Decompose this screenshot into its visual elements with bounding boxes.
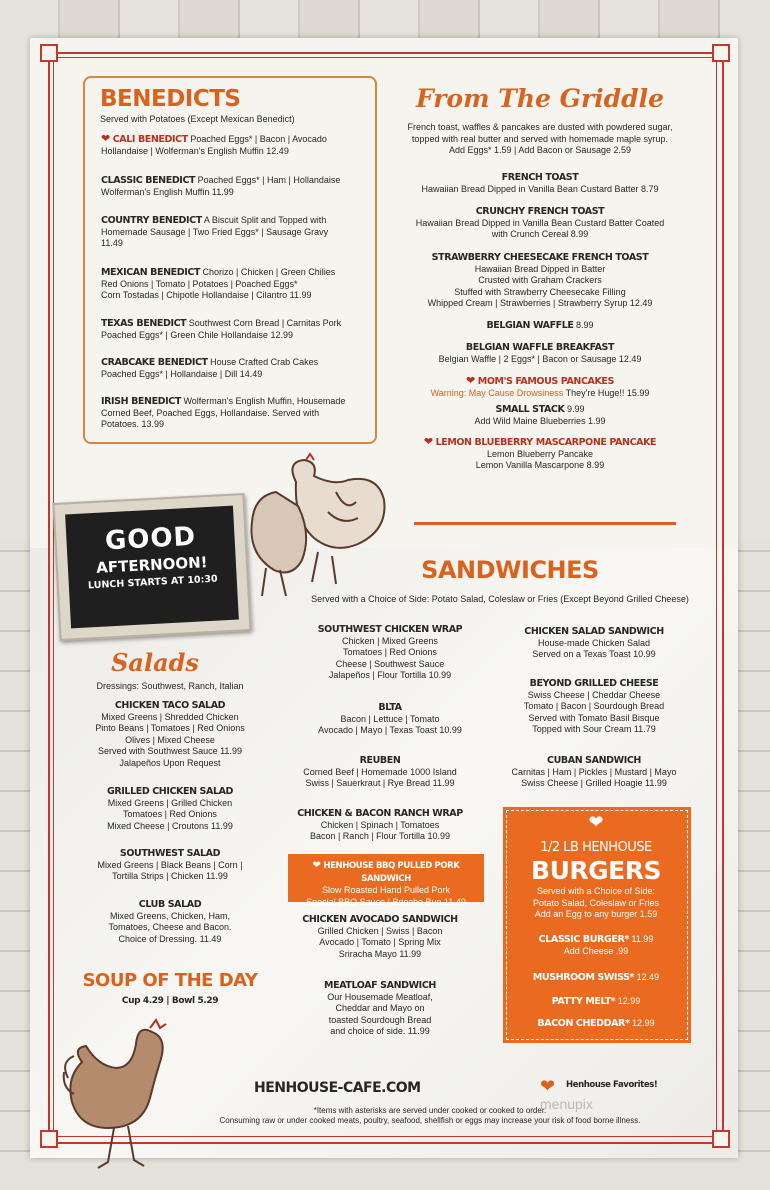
chicken-favorite-icon: ❤ <box>423 436 434 448</box>
border-corner <box>40 44 58 62</box>
item-name: CRUNCHY FRENCH TOAST <box>475 206 605 217</box>
burgers-title: BURGERS <box>531 856 661 885</box>
item-name: CUBAN SANDWICH <box>547 755 641 766</box>
menu-item <box>390 252 690 310</box>
item-desc: Chorizo | Chicken | Green Chilies <box>202 267 336 277</box>
item-name: MOM'S FAMOUS PANCAKES <box>477 376 614 387</box>
menu-item <box>280 914 480 960</box>
item-desc: Poached Eggs* | Green Chile Hollandaise 12.99 <box>101 329 293 340</box>
intro-line: topped with real butter and served with homemade maple syrup. <box>411 133 669 144</box>
item-desc: Served on a Texas Toast 10.99 <box>532 649 656 659</box>
menu-item <box>290 624 490 682</box>
intro-line: Add Eggs* 1.59 | Add Bacon or Sausage 2.59 <box>449 145 631 155</box>
section-divider <box>414 522 676 525</box>
sandwiches-title: SANDWICHES <box>421 556 599 584</box>
chicken-favorite-icon: ❤ <box>312 860 321 871</box>
item-desc: Hawaiian Bread Dipped in Batter <box>474 263 606 274</box>
menu-item <box>288 860 484 908</box>
item-desc: Olives | Mixed Cheese <box>125 734 215 745</box>
sandwiches-subtitle: Served with a Choice of Side: Potato Salad, Coleslaw or Fries (Except Beyond Grilled Cheese) <box>311 594 689 604</box>
item-desc: Southwest Corn Bread | Carnitas Pork <box>188 318 342 328</box>
benedicts-title: BENEDICTS <box>100 86 241 112</box>
item-name: COUNTRY BENEDICT <box>101 215 202 226</box>
menu-item <box>494 678 694 736</box>
item-desc: Hawaiian Bread Dipped in Vanilla Bean Custard Batter Coated <box>415 217 665 228</box>
item-desc: Sriracha Mayo 11.99 <box>338 948 422 959</box>
item-desc: Corned Beef, Poached Eggs, Hollandaise. Served with <box>101 407 320 418</box>
item-desc: Tomatoes, Cheese and Bacon. <box>108 922 232 932</box>
item-desc: Poached Eggs* | Ham | Hollandaise <box>197 175 341 185</box>
item-desc: Add Wild Maine Blueberries 1.99 <box>474 415 606 426</box>
item-desc: Tortilla Strips | Chicken 11.99 <box>112 871 228 881</box>
menu-item <box>390 404 690 427</box>
item-desc: Poached Eggs* | Bacon | Avocado <box>190 134 327 144</box>
item-desc: Add Cheese .99 <box>563 945 629 956</box>
item-desc: Tomatoes | Red Onions <box>123 809 217 819</box>
item-name: TEXAS BENEDICT <box>101 318 187 329</box>
chalkboard-surface <box>65 506 239 629</box>
menu-item <box>390 206 690 241</box>
item-name: CALI BENEDICT <box>112 134 188 145</box>
item-desc: Cheese | Southwest Sauce <box>335 658 445 669</box>
website-link[interactable]: HENHOUSE-CAFE.COM <box>254 1080 421 1096</box>
item-desc: Grilled Chicken | Swiss | Bacon <box>317 925 443 936</box>
item-name: STRAWBERRY CHEESECAKE FRENCH TOAST <box>431 252 649 263</box>
menu-item <box>64 700 276 769</box>
item-desc: Poached Eggs* | Hollandaise | Dill 14.49 <box>101 368 263 379</box>
item-desc: A Biscuit Split and Topped with <box>203 215 327 225</box>
item-name: BACON CHEDDAR* <box>537 1018 630 1029</box>
menu-item <box>101 267 369 302</box>
item-desc: with Crunch Cereal 8.99 <box>491 229 589 239</box>
item-desc: Jalapeños Upon Request <box>119 757 221 768</box>
item-desc: Swiss Cheese | Cheddar Cheese <box>527 689 661 700</box>
item-name: REUBEN <box>359 755 401 766</box>
salads-dressings: Dressings: Southwest, Ranch, Italian <box>96 681 244 691</box>
disclaimer <box>180 1106 680 1126</box>
item-desc: Red Onions | Tomato | Potatoes | Poached Eggs* <box>101 278 298 289</box>
item-desc: Whipped Cream | Strawberries | Strawberry Syrup 12.49 <box>427 298 653 308</box>
item-desc: Served with Southwest Sauce 11.99 <box>98 746 242 756</box>
item-desc: Our Housemade Meatloaf, <box>327 991 433 1002</box>
menu-item <box>280 980 480 1038</box>
burgers-intro <box>506 886 686 921</box>
item-desc: Cheddar and Mayo on <box>335 1003 425 1013</box>
item-name: PATTY MELT* <box>551 996 616 1007</box>
intro-line: French toast, waffles & pancakes are dusted with powdered sugar, <box>407 122 673 132</box>
item-desc: Mixed Cheese | Croutons 11.99 <box>107 820 233 831</box>
item-name: FRENCH TOAST <box>501 172 579 183</box>
favorites-legend: Henhouse Favorites! <box>566 1080 658 1090</box>
item-desc: Special BBQ Sauce | Brioche Bun 11.49 <box>306 896 466 907</box>
menu-item <box>506 972 686 984</box>
item-desc: Corn Tostadas | Chipotle Hollandaise | Cilantro 11.99 <box>101 290 312 300</box>
intro-line: Served with a Choice of Side: <box>536 886 656 896</box>
item-desc: Topped with Sour Cream 11.79 <box>532 724 656 734</box>
item-desc: Swiss Cheese | Grilled Hoagie 11.99 <box>521 778 667 788</box>
favorite-chicken-icon: ❤ <box>540 1076 556 1096</box>
item-desc: Slow Roasted Hand Pulled Pork <box>321 885 451 895</box>
item-warning: Warning: May Cause Drowsiness <box>430 387 564 398</box>
chalk-line: AFTERNOON! <box>95 553 208 577</box>
item-name: BEYOND GRILLED CHEESE <box>529 678 659 689</box>
item-name: GRILLED CHICKEN SALAD <box>106 786 234 797</box>
item-desc: Stuffed with Strawberry Cheesecake Filling <box>454 286 626 297</box>
watermark: menupix <box>540 1096 593 1112</box>
item-price: 12.49 <box>636 972 660 982</box>
menu-item <box>101 318 369 341</box>
chalkboard-sign <box>53 493 252 641</box>
item-desc: toasted Sourdough Bread <box>328 1014 432 1025</box>
item-name: CLASSIC BENEDICT <box>101 175 196 186</box>
menu-item <box>64 786 276 832</box>
menu-item <box>280 755 480 790</box>
menu-item <box>494 755 694 790</box>
menu-item <box>101 134 369 157</box>
item-desc: Swiss | Sauerkraut | Rye Bread 11.99 <box>305 778 455 788</box>
item-desc: Pinto Beans | Tomatoes | Red Onions <box>95 723 245 733</box>
intro-line: Add an Egg to any burger 1.59 <box>534 909 658 919</box>
chalk-line: GOOD <box>104 521 197 557</box>
menu-item <box>390 342 690 365</box>
item-name: SOUTHWEST SALAD <box>119 848 221 859</box>
item-desc: Potatoes. 13.99 <box>101 419 165 429</box>
item-desc: 11.49 <box>101 238 123 248</box>
menu-item <box>290 702 490 737</box>
disclaimer-line: Consuming raw or under cooked meats, poultry, seafood, shellfish or eggs may increase your risk of food borne illness. <box>219 1116 641 1125</box>
menu-item <box>506 1018 686 1030</box>
border-corner <box>712 1130 730 1148</box>
salads-title: Salads <box>111 648 199 677</box>
item-name: CRABCAKE BENEDICT <box>101 357 208 368</box>
item-name: BLTA <box>378 702 402 713</box>
item-desc: Lemon Vanilla Mascarpone 8.99 <box>475 460 605 470</box>
item-name: CHICKEN TACO SALAD <box>114 700 226 711</box>
item-desc: Chicken | Spinach | Tomatoes <box>320 819 440 830</box>
menu-item <box>64 899 276 945</box>
item-desc: Mixed Greens | Black Beans | Corn | <box>97 859 243 870</box>
griddle-title: From The Griddle <box>415 84 665 113</box>
item-desc: Served with Tomato Basil Bisque <box>528 712 660 723</box>
item-desc: Belgian Waffle | 2 Eggs* | Bacon or Sausage 12.49 <box>438 353 642 364</box>
menu-item <box>390 376 690 399</box>
item-price: 11.99 <box>631 934 654 944</box>
chicken-favorite-icon: ❤ <box>101 133 111 145</box>
chicken-icon: ❤ <box>588 812 604 832</box>
menu-item <box>506 996 686 1008</box>
soup-title: SOUP OF THE DAY <box>82 970 258 991</box>
item-desc: Chicken | Mixed Greens <box>342 635 438 646</box>
item-desc: They're Huge!! 15.99 <box>565 387 650 398</box>
item-name: CHICKEN AVOCADO SANDWICH <box>302 914 458 925</box>
burgers-pretitle: 1/2 LB HENHOUSE <box>540 840 652 855</box>
item-desc: Crusted with Graham Crackers <box>478 275 602 285</box>
item-name: HENHOUSE BBQ PULLED PORK SANDWICH <box>323 861 460 884</box>
menu-item <box>101 175 369 198</box>
item-name: SMALL STACK <box>495 404 565 415</box>
item-desc: Corned Beef | Homemade 1000 Island <box>303 766 457 777</box>
menu-item <box>280 808 480 843</box>
menu-item <box>64 848 276 883</box>
item-name: MUSHROOM SWISS* <box>532 972 635 983</box>
item-desc: Homemade Sausage | Two Fried Eggs* | Sausage Gravy <box>101 226 329 237</box>
item-desc: House Crafted Crab Cakes <box>210 357 319 367</box>
item-desc: Avocado | Mayo | Texas Toast 10.99 <box>318 725 462 735</box>
menu-item <box>494 626 694 661</box>
item-name: MEATLOAF SANDWICH <box>324 980 436 991</box>
chalk-line: LUNCH STARTS AT 10:30 <box>87 573 218 592</box>
item-desc: Hawaiian Bread Dipped in Vanilla Bean Custard Batter 8.79 <box>421 183 659 194</box>
item-price: 12.99 <box>617 996 641 1006</box>
item-desc: Avocado | Tomato | Spring Mix <box>319 937 441 947</box>
menu-item <box>101 396 369 431</box>
item-desc: Bacon | Lettuce | Tomato <box>340 713 440 724</box>
item-desc: Wolferman's English Muffin, Housemade <box>183 396 346 406</box>
item-desc: Lemon Blueberry Pancake <box>486 448 594 459</box>
item-name: BELGIAN WAFFLE <box>486 320 574 331</box>
disclaimer-line: *Items with asterisks are served under cooked or cooked to order. <box>313 1106 547 1115</box>
item-desc: Jalapeños | Flour Tortilla 10.99 <box>328 670 452 680</box>
item-desc: Mixed Greens, Chicken, Ham, <box>109 910 231 921</box>
item-desc: Tomato | Bacon | Sourdough Bread <box>523 701 665 711</box>
item-name: CHICKEN & BACON RANCH WRAP <box>297 808 463 819</box>
item-name: CLASSIC BURGER* <box>538 934 629 945</box>
item-price: 8.99 <box>576 320 594 330</box>
border-corner <box>712 44 730 62</box>
item-desc: and choice of side. 11.99 <box>330 1026 430 1036</box>
menu-item <box>506 934 686 957</box>
rooster-illustration <box>58 1018 186 1174</box>
item-desc: Carnitas | Ham | Pickles | Mustard | Mayo <box>511 766 677 777</box>
menu-item <box>390 320 690 332</box>
item-name: CHICKEN SALAD SANDWICH <box>524 626 664 637</box>
item-desc: Mixed Greens | Grilled Chicken <box>107 797 233 808</box>
benedicts-box <box>83 76 377 444</box>
menu-item <box>101 357 369 380</box>
item-desc: Hollandaise | Wolferman's English Muffin 12.49 <box>101 145 289 156</box>
soup-price: Cup 4.29 | Bowl 5.29 <box>121 996 219 1006</box>
item-price: 12.99 <box>632 1018 655 1028</box>
item-name: BELGIAN WAFFLE BREAKFAST <box>465 342 615 353</box>
menu-item <box>390 437 690 472</box>
border-corner <box>40 1130 58 1148</box>
chicken-favorite-icon: ❤ <box>466 375 476 387</box>
item-desc: Choice of Dressing. 11.49 <box>118 933 222 944</box>
item-name: LEMON BLUEBERRY MASCARPONE PANCAKE <box>435 437 657 448</box>
hens-illustration <box>236 452 388 608</box>
intro-line: Potato Salad, Coleslaw or Fries <box>532 897 660 908</box>
item-name: IRISH BENEDICT <box>101 396 181 407</box>
item-desc: Mixed Greens | Shredded Chicken <box>101 711 239 722</box>
item-desc: Bacon | Ranch | Flour Tortilla 10.99 <box>309 831 451 841</box>
item-name: SOUTHWEST CHICKEN WRAP <box>317 624 463 635</box>
item-price: 9.99 <box>566 404 585 414</box>
item-desc: House-made Chicken Salad <box>537 637 651 648</box>
item-desc: Wolferman's English Muffin 11.99 <box>101 186 234 197</box>
griddle-intro <box>390 122 690 157</box>
item-name: CLUB SALAD <box>138 899 202 910</box>
menu-item <box>101 215 369 250</box>
item-desc: Tomatoes | Red Onions <box>343 647 437 657</box>
benedicts-subtitle: Served with Potatoes (Except Mexican Benedict) <box>100 114 295 124</box>
item-name: MEXICAN BENEDICT <box>101 267 201 278</box>
menu-item <box>390 172 690 195</box>
